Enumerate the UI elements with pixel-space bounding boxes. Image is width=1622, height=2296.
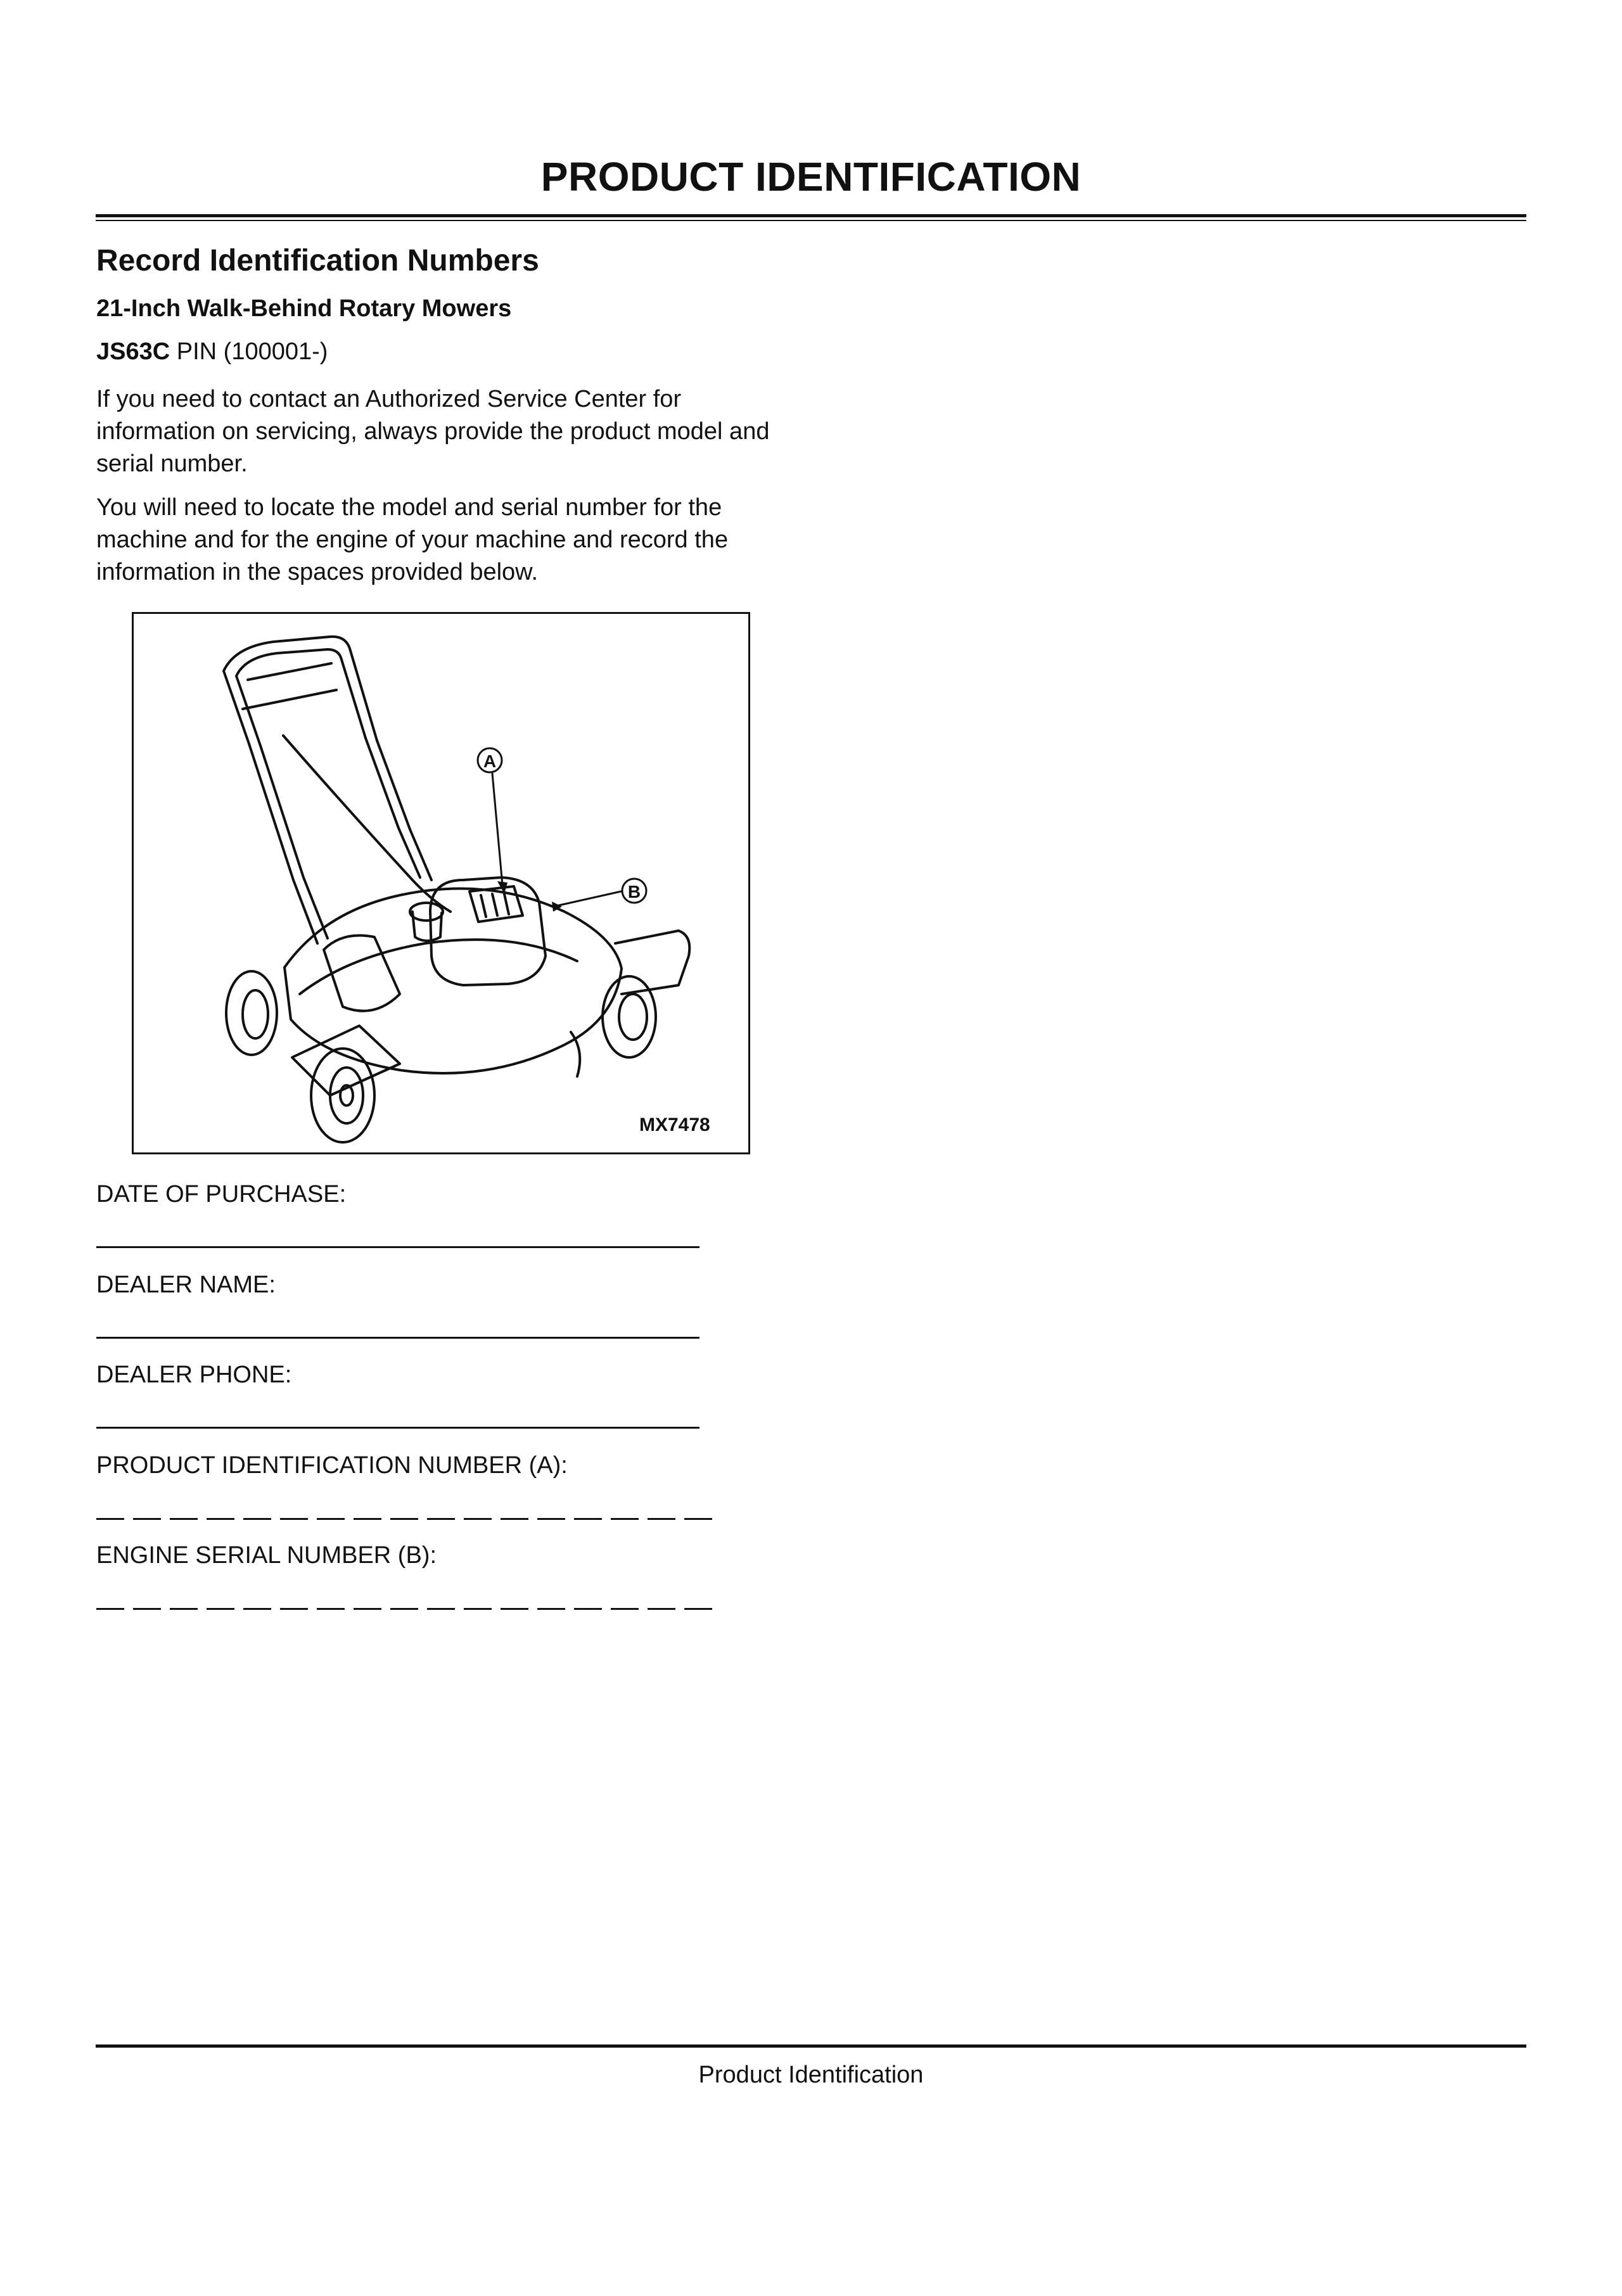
dash-segment — [390, 1608, 418, 1610]
field-label-pin: PRODUCT IDENTIFICATION NUMBER (A): — [96, 1452, 568, 1479]
section-heading: Record Identification Numbers — [96, 244, 539, 277]
dash-segment — [170, 1608, 198, 1610]
paragraph-contact: If you need to contact an Authorized Service Center for information on servicing, always provide the product model and serial number. — [96, 386, 770, 477]
dash-segment — [317, 1518, 345, 1520]
dash-segment — [390, 1518, 418, 1520]
dash-segment — [243, 1518, 271, 1520]
page-title: PRODUCT IDENTIFICATION — [540, 154, 1082, 200]
dash-segment — [537, 1608, 565, 1610]
mower-figure — [132, 612, 750, 1154]
dash-segment — [464, 1608, 492, 1610]
callout-b: B — [627, 882, 641, 902]
dash-segment — [464, 1518, 492, 1520]
dash-segment — [648, 1518, 675, 1520]
dash-segment — [207, 1518, 234, 1520]
dealer-phone-line[interactable] — [96, 1427, 699, 1429]
callout-a: A — [483, 751, 497, 771]
model-code: JS63C — [96, 338, 170, 365]
date-of-purchase-line[interactable] — [96, 1246, 699, 1248]
dash-segment — [501, 1518, 528, 1520]
model-pin: PIN (100001-) — [170, 338, 328, 365]
pin-dash-line[interactable] — [96, 1518, 717, 1522]
dash-segment — [611, 1608, 639, 1610]
dash-segment — [354, 1608, 381, 1610]
field-label-date-of-purchase: DATE OF PURCHASE: — [96, 1181, 347, 1208]
dash-segment — [684, 1608, 712, 1610]
dash-segment — [684, 1518, 712, 1520]
field-label-dealer-phone: DEALER PHONE: — [96, 1362, 292, 1388]
engine-serial-dash-line[interactable] — [96, 1608, 717, 1612]
field-label-dealer-name: DEALER NAME: — [96, 1272, 276, 1298]
dash-segment — [133, 1518, 161, 1520]
dash-segment — [501, 1608, 528, 1610]
dash-segment — [280, 1518, 308, 1520]
dash-segment — [133, 1608, 161, 1610]
dash-segment — [427, 1518, 455, 1520]
mower-illustration — [134, 614, 748, 1152]
title-rule-top — [96, 214, 1526, 217]
footer-rule — [96, 2044, 1526, 2048]
model-line — [96, 338, 328, 366]
dash-segment — [96, 1518, 124, 1520]
dash-segment — [317, 1608, 345, 1610]
figure-code: MX7478 — [639, 1114, 710, 1135]
dash-segment — [207, 1608, 234, 1610]
dash-segment — [96, 1608, 124, 1610]
dash-segment — [611, 1518, 639, 1520]
dash-segment — [574, 1608, 602, 1610]
dash-segment — [170, 1518, 198, 1520]
dash-segment — [537, 1518, 565, 1520]
footer-text: Product Identification — [698, 2062, 924, 2088]
dash-segment — [574, 1518, 602, 1520]
dash-segment — [648, 1608, 675, 1610]
mower-subheading: 21-Inch Walk-Behind Rotary Mowers — [96, 295, 512, 322]
dash-segment — [427, 1608, 455, 1610]
field-label-engine-serial: ENGINE SERIAL NUMBER (B): — [96, 1542, 437, 1569]
dealer-name-line[interactable] — [96, 1337, 699, 1339]
dash-segment — [280, 1608, 308, 1610]
dash-segment — [243, 1608, 271, 1610]
dash-segment — [354, 1518, 381, 1520]
title-rule-bottom — [96, 220, 1526, 221]
paragraph-locate: You will need to locate the model and serial number for the machine and for the engine of your machine and record the information in the spaces provided below. — [96, 494, 729, 585]
